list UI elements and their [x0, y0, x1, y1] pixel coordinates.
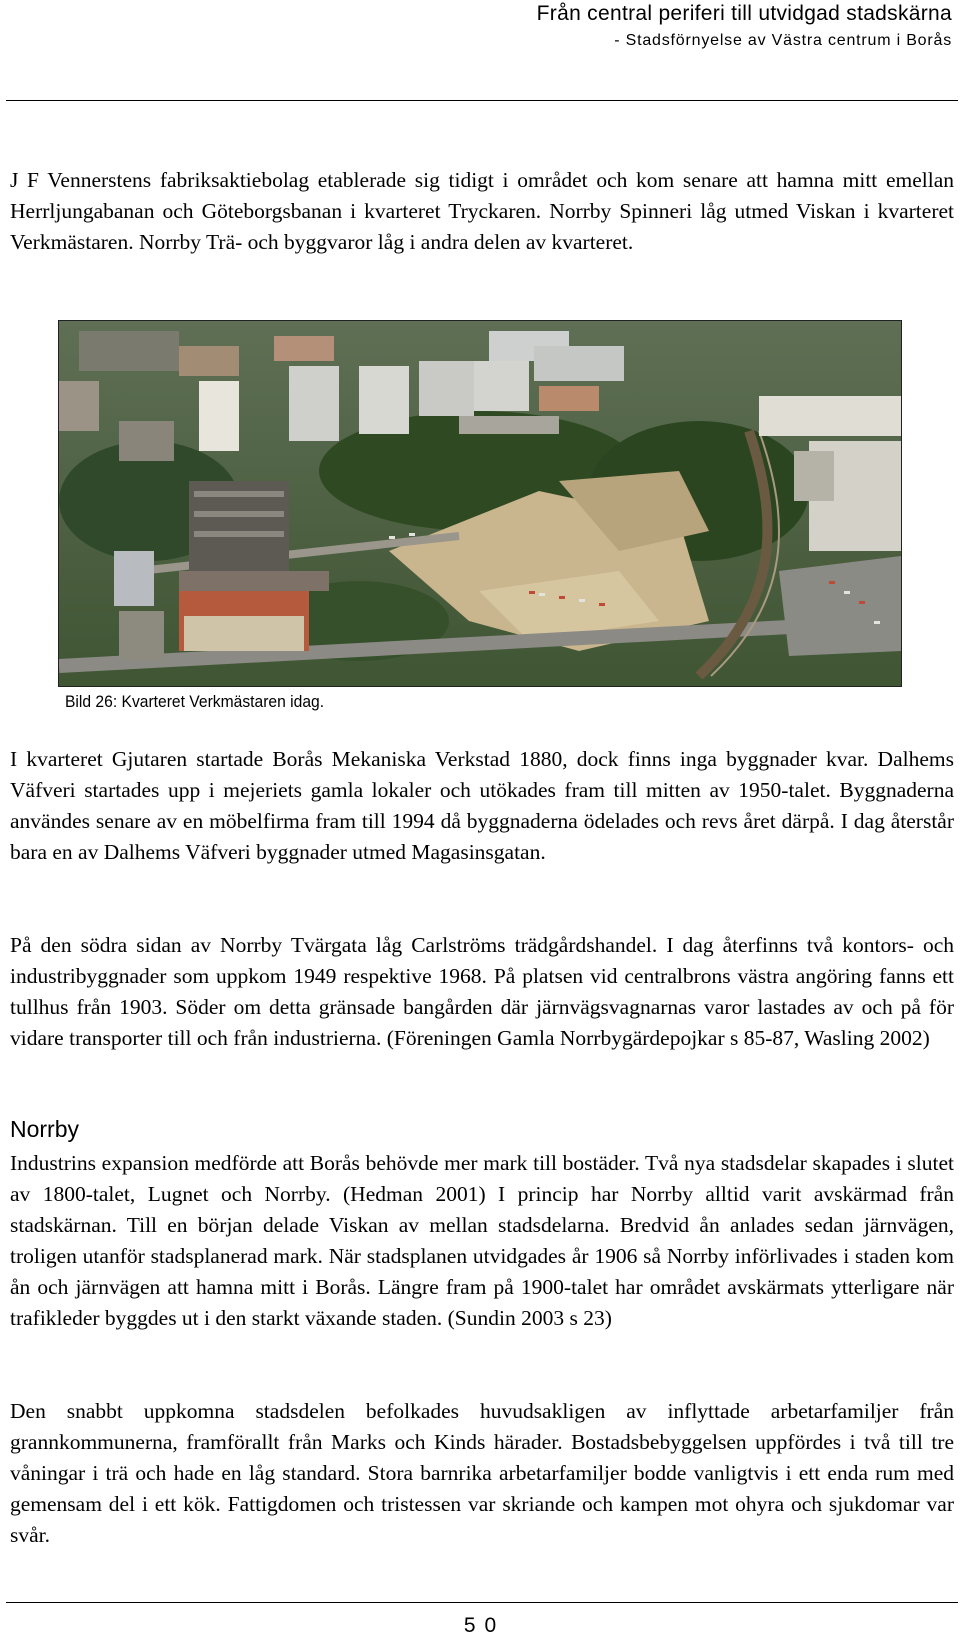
figure-caption: Bild 26: Kvarteret Verkmästaren idag. — [65, 692, 325, 711]
footer-divider — [6, 1602, 958, 1603]
section-heading-norrby: Norrby — [10, 1116, 80, 1142]
paragraph-gjutaren: I kvarteret Gjutaren startade Borås Mekaniska Verkstad 1880, dock finns inga byggnader kvar. Dalhems Väfveri startades upp i mejeriets gamla lokaler och utökades fram till mitten av 1950-talet. Byggnaderna användes senare av en möbelfirma fram till 1994 då byggnaderna ödelades och revs året därpå. I dag återstår bara en av Dalhems Väfveri byggnader utmed Magasinsgatan. — [10, 747, 954, 864]
document-subtitle: - Stadsförnyelse av Västra centrum i Borås — [614, 32, 952, 49]
header-divider — [6, 100, 958, 101]
paragraph-stadsdelen: Den snabbt uppkomna stadsdelen befolkades huvudsakligen av inflyttade arbetarfamiljer från grannkommunerna, framförallt från Marks och Kinds härader. Bostadsbebyggelsen uppfördes i två till tre våningar i trä och hade en låg standard. Stora barnrika arbetarfamiljer bodde vanligtvis i ett enda rum med gemensam del i ett kök. Fattigdomen och tristessen var skriande och kampen mot ohyra och sjukdomar var svår. — [10, 1399, 954, 1547]
page-number: 50 — [463, 1614, 506, 1637]
document-title: Från central periferi till utvidgad stadskärna — [536, 2, 952, 25]
aerial-photo-verkmastaren — [58, 320, 902, 687]
page-header — [537, 0, 952, 52]
paragraph-vennersten: J F Vennerstens fabriksaktiebolag etablerade sig tidigt i området och kom senare att hamna mitt emellan Herrljungabanan och Göteborgsbanan i kvarteret Tryckaren. Norrby Spinneri låg utmed Viskan i kvarteret Verkmästaren. Norrby Trä- och byggvaror låg i andra delen av kvarteret. — [10, 168, 954, 254]
paragraph-norrby-tvargata: På den södra sidan av Norrby Tvärgata låg Carlströms trädgårdshandel. I dag återfinns två kontors- och industribyggnader som uppkom 1949 respektive 1968. På platsen vid centralbrons västra angöring fanns ett tullhus från 1903. Söder om detta gränsade bangården där järnvägsvagnarnas varor lastades av och på för vidare transporter till och från industrierna. (Föreningen Gamla Norrbygärdepojkar s 85-87, Wasling 2002) — [10, 933, 954, 1050]
paragraph-industrins-expansion: Industrins expansion medförde att Borås behövde mer mark till bostäder. Två nya stadsdelar skapades i slutet av 1800-talet, Lugnet och Norrby. (Hedman 2001) I princip har Norrby alltid varit avskärmad från stadskärnan. Till en början delade Viskan av mellan stadsdelarna. Bredvid ån anlades sedan järnvägen, troligen utanför stadsplanerad mark. När stadsplanen utvidgades år 1906 så Norrby införlivades i staden kom ån och järnvägen att hamna mitt i Borås. Längre fram på 1900-talet har området avskärmats ytterligare när trafikleder byggdes ut i den starkt växande staden. (Sundin 2003 s 23) — [10, 1151, 954, 1330]
